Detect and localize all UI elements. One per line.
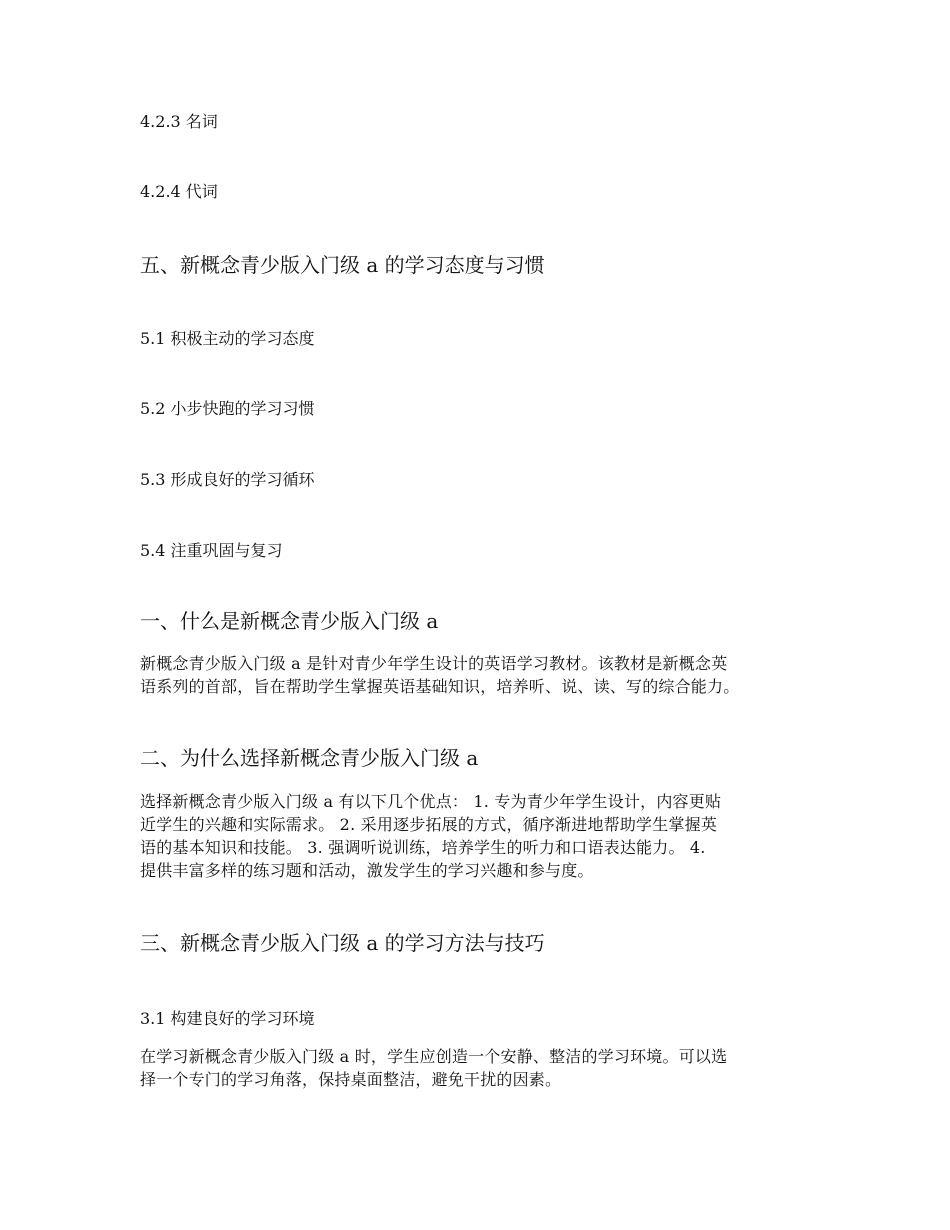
- section-heading-3: 三、新概念青少版入门级 a 的学习方法与技巧: [140, 931, 545, 955]
- subheading-3-1: 3.1 构建良好的学习环境: [140, 1009, 315, 1028]
- subheading-5-3: 5.3 形成良好的学习循环: [140, 470, 315, 489]
- paragraph-line: 语系列的首部，旨在帮助学生掌握英语基础知识，培养听、说、读、写的综合能力。: [140, 677, 740, 696]
- paragraph-line: 在学习新概念青少版入门级 a 时，学生应创造一个安静、整洁的学习环境。可以选: [140, 1047, 728, 1066]
- paragraph-environment: [140, 1045, 830, 1091]
- paragraph-line: 选择新概念青少版入门级 a 有以下几个优点： 1. 专为青少年学生设计，内容更贴: [140, 792, 722, 811]
- paragraph-line: 语的基本知识和技能。 3. 强调听说训练，培养学生的听力和口语表达能力。 4.: [140, 838, 706, 857]
- subheading-4-2-3: 4.2.3 名词: [140, 112, 218, 131]
- subheading-5-4: 5.4 注重巩固与复习: [140, 541, 283, 560]
- paragraph-line: 近学生的兴趣和实际需求。 2. 采用逐步拓展的方式，循序渐进地帮助学生掌握英: [140, 815, 718, 834]
- subheading-5-2: 5.2 小步快跑的学习习惯: [140, 399, 315, 418]
- section-heading-5: 五、新概念青少版入门级 a 的学习态度与习惯: [140, 253, 545, 277]
- subheading-5-1: 5.1 积极主动的学习态度: [140, 329, 315, 348]
- paragraph-line: 新概念青少版入门级 a 是针对青少年学生设计的英语学习教材。该教材是新概念英: [140, 654, 728, 673]
- section-heading-2: 二、为什么选择新概念青少版入门级 a: [140, 746, 479, 770]
- subheading-4-2-4: 4.2.4 代词: [140, 182, 218, 201]
- paragraph-reasons: [140, 790, 830, 882]
- paragraph-intro: [140, 652, 830, 698]
- paragraph-line: 提供丰富多样的练习题和活动，激发学生的学习兴趣和参与度。: [140, 861, 594, 880]
- section-heading-1: 一、什么是新概念青少版入门级 a: [140, 609, 439, 633]
- paragraph-line: 择一个专门的学习角落，保持桌面整洁，避免干扰的因素。: [140, 1070, 562, 1089]
